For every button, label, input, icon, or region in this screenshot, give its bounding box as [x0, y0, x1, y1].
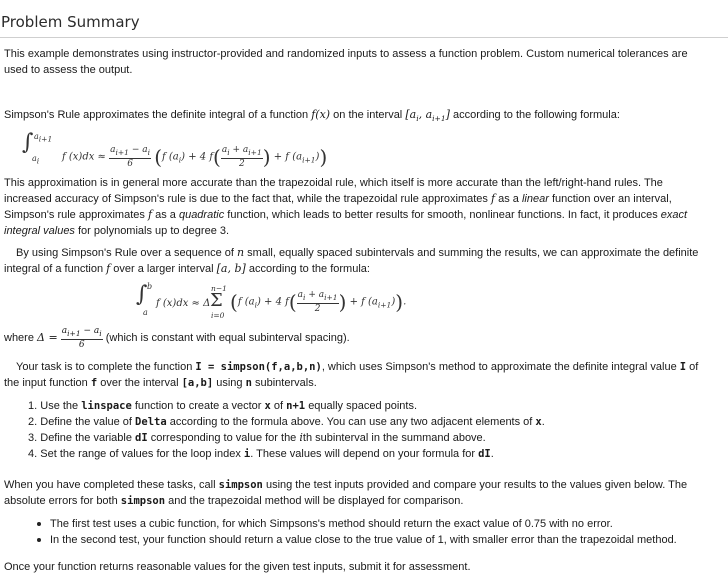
formula2-body: (f $(a_i) + 4$ f( $\frac{a_i + a_{i+1}}{2}$ ) + f $(a_{i+1})$).	[230, 290, 407, 314]
bullet-dot	[37, 522, 41, 526]
sum-upper: n−1	[211, 284, 227, 293]
intro-paragraph: This example demonstrates using instructor-provided and randomized inputs to assess a function problem. Custom numerical tolerances are used to assess the output.	[4, 48, 688, 76]
function-signature: I = simpson(f,a,b,n)	[195, 361, 322, 373]
page-title: Problem Summary	[1, 13, 140, 31]
bullet-dot	[37, 538, 41, 542]
formula-body: f (x)dx ≈ $\frac{a_{i+1} - a_i}{6}$ (f $(a_i) + 4$ f( $\frac{a_i + a_{i+1}}{2}$ ) + f $(a_{i+1})$)	[62, 145, 328, 169]
list-item: 2. Define the value of Delta according to the formula above. You can use any two adjacent elements of x.	[28, 416, 545, 428]
sum-lower: i=0	[211, 311, 225, 320]
list-item: 3. Define the variable dI corresponding to value for the ith subinterval in the summand above.	[28, 431, 486, 444]
list-item: In the second test, your function should return a value close to the true value of 1, with smaller error than the trapezoidal method.	[50, 534, 677, 546]
title-divider	[0, 37, 728, 38]
upper-limit-b: b	[147, 282, 153, 291]
list-item: 4. Set the range of values for the loop index i. These values will depend on your formula for dI.	[28, 448, 494, 460]
sequence-paragraph: By using Simpson's Rule over a sequence of n small, equally spaced subintervals and summing the results, we can approximate the definite integral of a function f over a larger interval [a, b] according to the formula:	[4, 246, 699, 275]
lower-limit-a: a	[143, 308, 148, 317]
closing-paragraph: Once your function returns reasonable values for the given test inputs, submit it for assessment.	[4, 561, 471, 573]
simpson-intro-paragraph: Simpson's Rule approximates the definite integral of a function f(x) on the interval [$a_i$, $a_{i+1}$] according to the following formula:	[4, 108, 620, 124]
list-item: 1. Use the linspace function to create a vector x of n+1 equally spaced points.	[28, 400, 418, 412]
sigma-sign: Σ	[210, 290, 223, 311]
math-interval: [$a_i$, $a_{i+1}$]	[405, 108, 450, 124]
integral-sign: ∫	[22, 130, 34, 155]
formula2-lhs: f (x)dx ≈ Δ	[156, 298, 211, 309]
integral-sign-2: ∫	[136, 282, 148, 307]
composite-simpson-formula	[136, 282, 536, 322]
list-item: The first test uses a cubic function, for which Simpsons's method should return the exact value of 0.75 with no error.	[50, 518, 613, 530]
lower-limit: $a_i$	[32, 154, 40, 166]
upper-limit: $a_{i+1}$	[34, 132, 53, 144]
completed-paragraph: When you have completed these tasks, call simpson using the test inputs provided and compare your results to the values given below. The absolute errors for both simpson and the trapezoidal method will be displayed for comparison.	[4, 479, 688, 507]
accuracy-paragraph: This approximation is in general more accurate than the trapezoidal rule, which itself is more accurate than the left/right-hand rules. The increased accuracy of Simpson's rule is due to the fact that, while the trapezoidal rule approximates f as a linear function over an interval, Simpson's rule approximates f as a quadratic function, which leads to better results for smooth, nonlinear functions. In fact, it produces exact integral values for polynomials up to degree 3.	[4, 177, 688, 237]
math-fx: f(x)	[311, 108, 331, 121]
where-line: where Δ = $\frac{a_{i+1} - a_i}{6}$ (which is constant with equal subinterval spacing).	[4, 326, 350, 350]
task-paragraph: Your task is to complete the function I = simpson(f,a,b,n), which uses Simpson's method to approximate the definite integral value I of the input function f over the interval [a,b] using n subintervals.	[4, 361, 699, 389]
